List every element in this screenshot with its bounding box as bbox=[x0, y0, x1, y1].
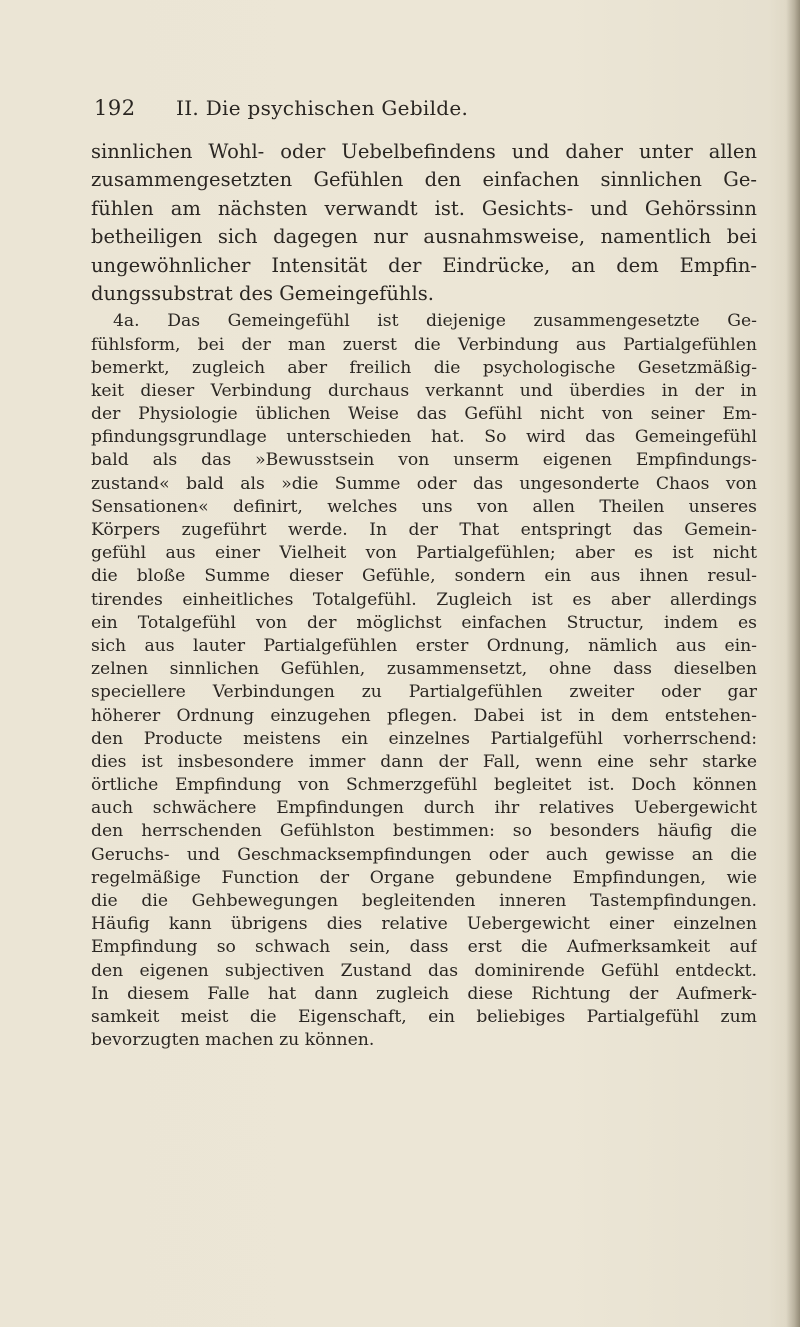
text-line: auch schwächere Empfindungen durch ihr relatives Uebergewicht bbox=[91, 798, 757, 819]
page-binding-shadow bbox=[786, 0, 800, 1327]
text-line: dungssubstrat des Gemeingefühls. bbox=[91, 281, 434, 305]
text-line: örtliche Empfindung von Schmerzgefühl begleitet ist. Doch können bbox=[91, 775, 757, 796]
text-line: der Physiologie üblichen Weise das Gefühl nicht von seiner Em- bbox=[91, 404, 757, 425]
text-line: gefühl aus einer Vielheit von Partialgefühlen; aber es ist nicht bbox=[91, 543, 757, 564]
text-line: sich aus lauter Partialgefühlen erster Ordnung, nämlich aus ein- bbox=[91, 635, 757, 656]
text-line: In diesem Falle hat dann zugleich diese Richtung der Aufmerk- bbox=[91, 983, 757, 1004]
text-line: dies ist insbesondere immer dann der Fall, wenn eine sehr starke bbox=[91, 751, 757, 772]
text-line: fühlsform, bei der man zuerst die Verbindung aus Partialgefühlen bbox=[91, 334, 757, 355]
paragraph-main bbox=[91, 138, 757, 308]
page-header bbox=[94, 96, 754, 128]
text-line: tirendes einheitliches Totalgefühl. Zugleich ist es aber allerdings bbox=[91, 589, 757, 610]
text-line: den Producte meistens ein einzelnes Partialgefühl vorherrschend: bbox=[91, 728, 757, 749]
text-line: die die Gehbewegungen begleitenden inneren Tastempfindungen. bbox=[91, 891, 757, 912]
text-line: Körpers zugeführt werde. In der That entspringt das Gemein- bbox=[91, 520, 757, 541]
running-head: II. Die psychischen Gebilde. bbox=[176, 96, 469, 120]
text-line: sinnlichen Wohl- oder Uebelbefindens und daher unter allen bbox=[91, 140, 757, 163]
text-line: bevorzugten machen zu können. bbox=[91, 1030, 375, 1051]
text-line: ungewöhnlicher Intensität der Eindrücke, an dem Empfin- bbox=[91, 253, 757, 277]
text-line: Geruchs- und Geschmacksempfindungen oder auch gewisse an die bbox=[91, 844, 757, 865]
text-line: regelmäßige Function der Organe gebundene Empfindungen, wie bbox=[91, 867, 757, 888]
page-number: 192 bbox=[94, 96, 136, 120]
text-line: speciellere Verbindungen zu Partialgefühlen zweiter oder gar bbox=[91, 682, 757, 703]
text-line: fühlen am nächsten verwandt ist. Gesichts- und Gehörssinn bbox=[91, 196, 757, 220]
text-line: ein Totalgefühl von der möglichst einfachen Structur, indem es bbox=[91, 612, 757, 633]
text-line: pfindungsgrundlage unterschieden hat. So wird das Gemeingefühl bbox=[91, 427, 757, 448]
text-line: Häufig kann übrigens dies relative Uebergewicht einer einzelnen bbox=[91, 914, 757, 935]
text-line: zelnen sinnlichen Gefühlen, zusammensetzt, ohne dass dieselben bbox=[91, 659, 757, 680]
text-line: samkeit meist die Eigenschaft, ein beliebiges Partialgefühl zum bbox=[91, 1006, 757, 1027]
text-line: Empfindung so schwach sein, dass erst die Aufmerksamkeit auf bbox=[91, 937, 757, 958]
text-line: den eigenen subjectiven Zustand das dominirende Gefühl entdeckt. bbox=[91, 960, 757, 981]
body-text bbox=[91, 138, 757, 1052]
text-line: zusammengesetzten Gefühlen den einfachen sinnlichen Ge- bbox=[91, 168, 757, 192]
text-line: 4a. Das Gemeingefühl ist diejenige zusammengesetzte Ge- bbox=[113, 311, 757, 332]
text-line: höherer Ordnung einzugehen pflegen. Dabei ist in dem entstehen- bbox=[91, 705, 757, 726]
text-line: betheiligen sich dagegen nur ausnahmsweise, namentlich bei bbox=[91, 225, 757, 249]
text-line: bemerkt, zugleich aber freilich die psychologische Gesetzmäßig- bbox=[91, 357, 757, 378]
text-line: den herrschenden Gefühlston bestimmen: so besonders häufig die bbox=[91, 821, 757, 842]
text-line: die bloße Summe dieser Gefühle, sondern ein aus ihnen resul- bbox=[91, 566, 757, 587]
paragraph-note-4a bbox=[91, 310, 757, 1052]
text-line: Sensationen« definirt, welches uns von allen Theilen unseres bbox=[91, 496, 757, 517]
text-line: keit dieser Verbindung durchaus verkannt und überdies in der in bbox=[91, 380, 757, 401]
text-line: bald als das »Bewusstsein von unserm eigenen Empfindungs- bbox=[91, 450, 757, 471]
text-line: zustand« bald als »die Summe oder das ungesonderte Chaos von bbox=[91, 473, 757, 494]
